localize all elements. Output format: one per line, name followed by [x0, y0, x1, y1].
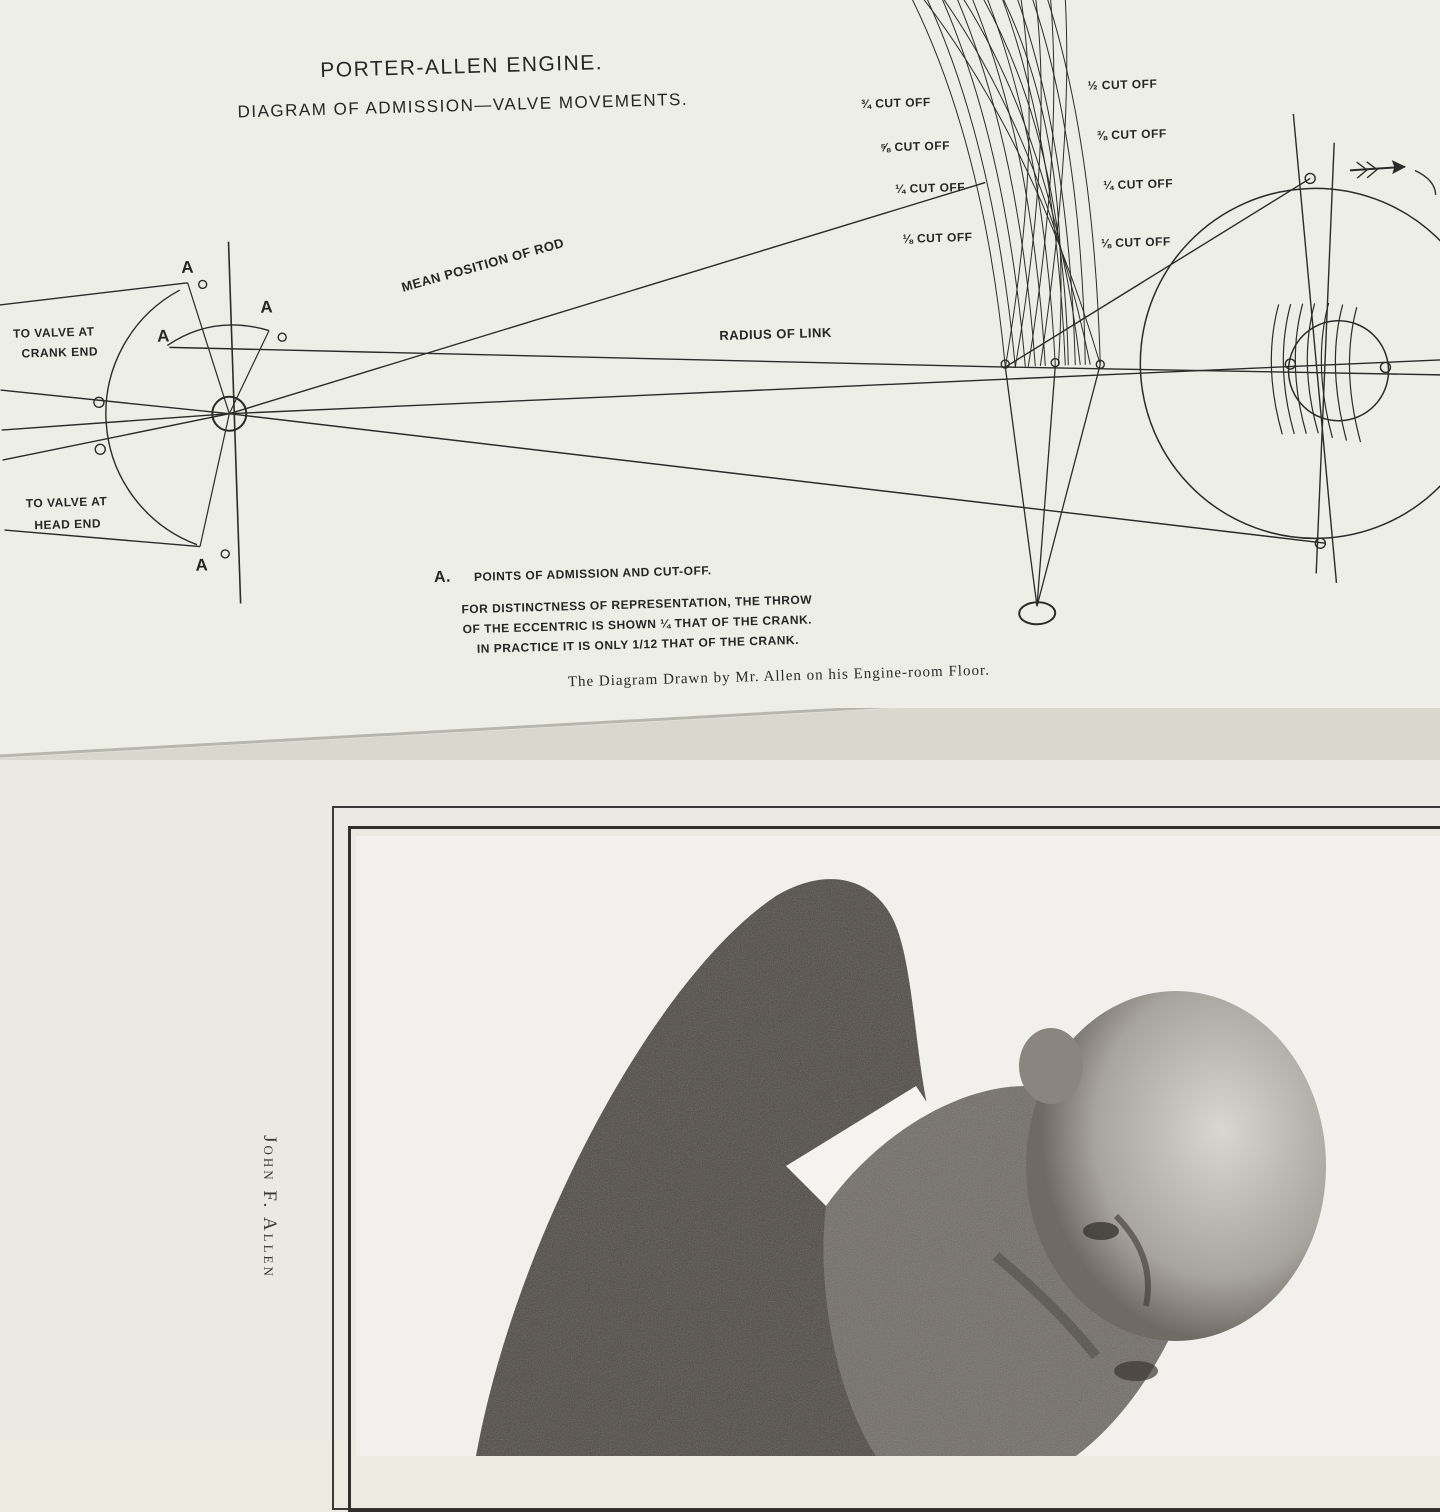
cutoff-left-1: ¾ CUT OFF: [860, 95, 931, 111]
radius-of-link-label: RADIUS OF LINK: [719, 324, 832, 344]
direction-arrow-icon: [1350, 161, 1405, 179]
note-line-1: FOR DISTINCTNESS OF REPRESENTATION, THE THROW: [461, 592, 813, 617]
point-a-bottom: A: [195, 555, 209, 575]
cutoff-left-2: ⅝ CUT OFF: [879, 138, 951, 155]
engine-diagram: [0, 0, 1440, 720]
diagram-caption: The Diagram Drawn by Mr. Allen on his Engine-room Floor.: [567, 662, 991, 691]
cutoff-left-4: ⅛ CUT OFF: [902, 229, 973, 246]
cutoff-left-3: ¼ CUT OFF: [895, 180, 966, 197]
cutoff-right-2: ⅜ CUT OFF: [1096, 126, 1167, 143]
to-valve-crank-line1: TO VALVE AT: [12, 324, 95, 341]
legend-text: POINTS OF ADMISSION AND CUT-OFF.: [473, 563, 712, 584]
note-line-3: IN PRACTICE IT IS ONLY 1/12 THAT OF THE CRANK.: [476, 632, 800, 656]
cutoff-right-4: ⅛ CUT OFF: [1100, 234, 1171, 251]
diagram-title: PORTER-ALLEN ENGINE.: [320, 51, 604, 83]
cutoff-right-3: ¼ CUT OFF: [1103, 176, 1174, 193]
note-line-2: OF THE ECCENTRIC IS SHOWN ¼ THAT OF THE CRANK.: [462, 612, 813, 637]
legend-marker: A.: [433, 568, 452, 587]
portrait-caption: John F. Allen: [259, 1135, 280, 1279]
portrait-figure: [356, 836, 1440, 1456]
cutoff-right-1: ½ CUT OFF: [1087, 76, 1158, 93]
ear: [1019, 1028, 1083, 1104]
point-a-right: A: [260, 297, 274, 317]
to-valve-crank-line2: CRANK END: [21, 344, 99, 361]
to-valve-head-line2: HEAD END: [34, 516, 102, 533]
portrait-photo: [356, 836, 1440, 1456]
to-valve-head-line1: TO VALVE AT: [25, 494, 108, 511]
point-a-upper-left: A: [156, 326, 171, 346]
diagram-subtitle: DIAGRAM OF ADMISSION—VALVE MOVEMENTS.: [237, 89, 689, 122]
mean-position-label: MEAN POSITION OF ROD: [399, 235, 566, 295]
point-a-top: A: [180, 257, 195, 278]
